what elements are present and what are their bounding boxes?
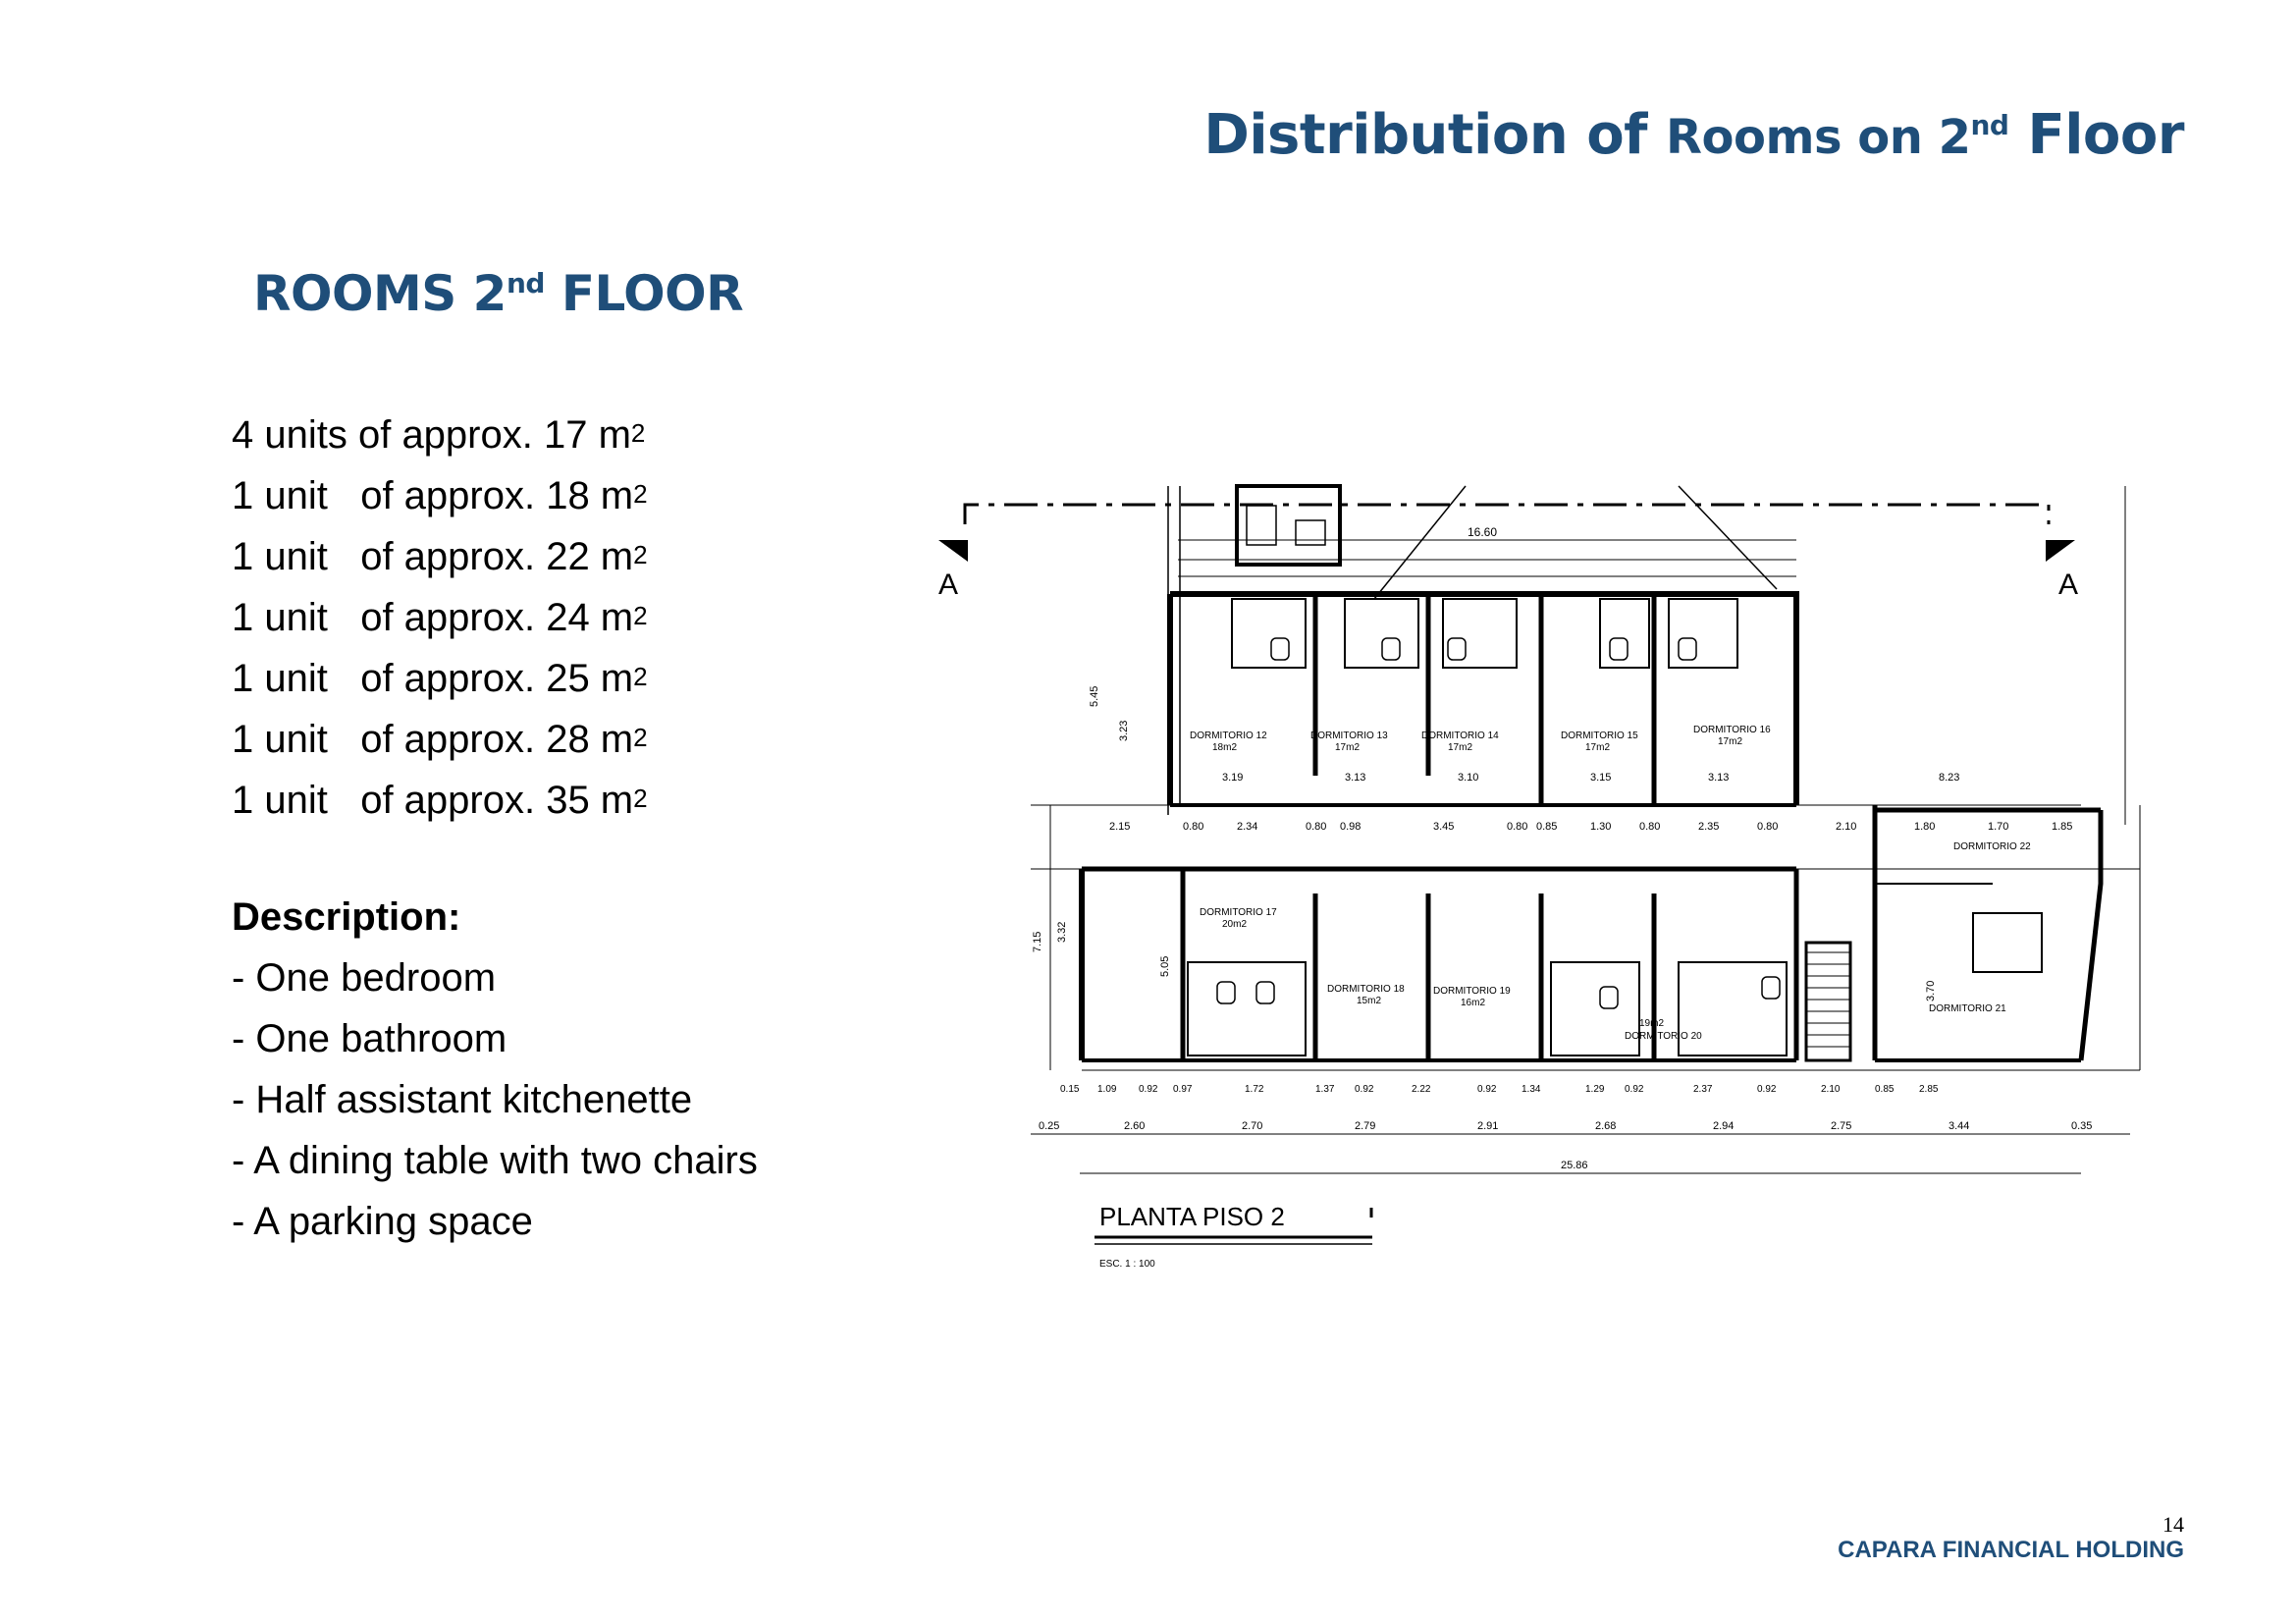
svg-text:0.80: 0.80 — [1183, 821, 1204, 833]
svg-text:3.19: 3.19 — [1222, 772, 1244, 784]
room-label: DORMITORIO 12 — [1190, 731, 1267, 741]
svg-text:1.85: 1.85 — [2052, 821, 2073, 833]
svg-text:2.68: 2.68 — [1595, 1120, 1617, 1132]
room-label: DORMITORIO 16 — [1693, 725, 1771, 735]
svg-text:2.60: 2.60 — [1124, 1120, 1146, 1132]
room-area: 17m2 — [1585, 742, 1611, 753]
room-label: DORMITORIO 14 — [1421, 731, 1499, 741]
svg-text:2.79: 2.79 — [1355, 1120, 1376, 1132]
room-label: DORMITORIO 17 — [1200, 907, 1277, 918]
description — [232, 887, 758, 1252]
room-label: DORMITORIO 18 — [1327, 984, 1405, 995]
room-label: DORMITORIO 20 — [1625, 1031, 1702, 1042]
section-marker-left — [938, 540, 968, 562]
svg-text:3.45: 3.45 — [1433, 821, 1455, 833]
svg-text:0.80: 0.80 — [1507, 821, 1528, 833]
unit-sup: 2 — [633, 784, 648, 813]
svg-text:2.91: 2.91 — [1477, 1120, 1499, 1132]
unit-list — [232, 405, 648, 831]
room-area: 17m2 — [1718, 736, 1743, 747]
unit-text: 4 units of approx. 17 m — [232, 413, 631, 457]
svg-text:2.75: 2.75 — [1831, 1120, 1852, 1132]
room-label: DORMITORIO 15 — [1561, 731, 1638, 741]
svg-text:0.92: 0.92 — [1139, 1084, 1158, 1095]
unit-row — [232, 709, 648, 770]
top-dimension: 16.60 — [1468, 525, 1498, 539]
unit-sup: 2 — [633, 723, 648, 752]
unit-row — [232, 587, 648, 648]
svg-text:8.23: 8.23 — [1939, 772, 1960, 784]
svg-text:0.92: 0.92 — [1625, 1084, 1644, 1095]
svg-text:3.23: 3.23 — [1118, 720, 1130, 741]
svg-text:3.32: 3.32 — [1056, 921, 1068, 943]
svg-text:1.37: 1.37 — [1315, 1084, 1335, 1095]
page-title-part3: Floor — [2027, 103, 2184, 167]
page-title-sup: nd — [1970, 109, 2009, 141]
unit-text: 1 unit of approx. 18 m — [232, 474, 634, 517]
total-dimension: 25.86 — [1561, 1160, 1588, 1171]
description-item: - Half assistant kitchenette — [232, 1078, 693, 1121]
description-item: - One bedroom — [232, 956, 497, 1000]
room-area: 20m2 — [1222, 919, 1248, 930]
unit-sup: 2 — [633, 601, 648, 630]
svg-text:2.15: 2.15 — [1109, 821, 1131, 833]
unit-text: 1 unit of approx. 28 m — [232, 718, 634, 761]
svg-text:0.92: 0.92 — [1757, 1084, 1777, 1095]
svg-text:1.70: 1.70 — [1988, 821, 2009, 833]
upper-block — [1170, 594, 1796, 805]
unit-row — [232, 465, 648, 526]
bottom-dims — [1031, 1120, 2130, 1134]
room-area: 19m2 — [1639, 1018, 1665, 1029]
svg-text:2.70: 2.70 — [1242, 1120, 1263, 1132]
svg-text:5.45: 5.45 — [1089, 685, 1100, 707]
svg-text:1.80: 1.80 — [1914, 821, 1936, 833]
description-heading: Description: — [232, 895, 461, 939]
svg-text:5.05: 5.05 — [1159, 955, 1171, 977]
corridor-dims — [1109, 821, 2072, 833]
svg-text:7.15: 7.15 — [1032, 931, 1043, 952]
unit-row — [232, 526, 648, 587]
svg-text:0.97: 0.97 — [1173, 1084, 1193, 1095]
description-item: - A parking space — [232, 1200, 533, 1243]
room-area: 15m2 — [1357, 996, 1382, 1006]
room-label: DORMITORIO 19 — [1433, 986, 1511, 997]
room-area: 18m2 — [1212, 742, 1238, 753]
svg-text:0.85: 0.85 — [1875, 1084, 1895, 1095]
company-footer: CAPARA FINANCIAL HOLDING — [1838, 1537, 2184, 1563]
upper-room-dims — [1222, 772, 1959, 784]
section-title-sup: nd — [506, 267, 545, 299]
svg-text:2.10: 2.10 — [1836, 821, 1857, 833]
svg-text:0.92: 0.92 — [1355, 1084, 1374, 1095]
description-item: - A dining table with two chairs — [232, 1139, 758, 1182]
section-letter-left: A — [938, 568, 959, 601]
section-title-end: FLOOR — [561, 265, 744, 322]
room-area: 16m2 — [1461, 998, 1486, 1008]
svg-text:1.34: 1.34 — [1522, 1084, 1541, 1095]
svg-text:0.85: 0.85 — [1536, 821, 1558, 833]
svg-text:2.35: 2.35 — [1698, 821, 1720, 833]
section-title — [253, 265, 743, 322]
svg-text:1.09: 1.09 — [1097, 1084, 1117, 1095]
svg-text:1.30: 1.30 — [1590, 821, 1612, 833]
svg-text:3.70: 3.70 — [1925, 980, 1937, 1001]
svg-text:0.80: 0.80 — [1757, 821, 1779, 833]
unit-sup: 2 — [633, 479, 648, 509]
stairs — [1806, 943, 1850, 1060]
svg-text:1.29: 1.29 — [1585, 1084, 1605, 1095]
svg-text:2.85: 2.85 — [1919, 1084, 1939, 1095]
unit-sup: 2 — [633, 540, 648, 569]
floor-plan — [933, 481, 2150, 1286]
svg-text:0.80: 0.80 — [1639, 821, 1661, 833]
svg-text:3.13: 3.13 — [1708, 772, 1730, 784]
svg-text:2.10: 2.10 — [1821, 1084, 1841, 1095]
svg-text:0.35: 0.35 — [2071, 1120, 2093, 1132]
plan-scale: ESC. 1 : 100 — [1099, 1259, 1155, 1270]
page-title-part2: Rooms on 2 — [1666, 110, 1971, 165]
svg-text:2.94: 2.94 — [1713, 1120, 1735, 1132]
unit-row — [232, 405, 648, 465]
page-number: 14 — [2163, 1512, 2184, 1537]
room-area: 17m2 — [1335, 742, 1361, 753]
svg-text:3.10: 3.10 — [1458, 772, 1479, 784]
svg-text:0.92: 0.92 — [1477, 1084, 1497, 1095]
svg-text:3.44: 3.44 — [1949, 1120, 1970, 1132]
page-title — [1203, 103, 2184, 167]
svg-text:3.15: 3.15 — [1590, 772, 1612, 784]
lower-block — [1082, 869, 2140, 1070]
section-title-main: ROOMS 2 — [253, 265, 507, 322]
svg-text:1.72: 1.72 — [1245, 1084, 1264, 1095]
corridor — [1031, 805, 2140, 869]
room-area: 17m2 — [1448, 742, 1473, 753]
svg-text:0.98: 0.98 — [1340, 821, 1362, 833]
svg-text:2.37: 2.37 — [1693, 1084, 1713, 1095]
room-label: DORMITORIO 21 — [1929, 1003, 2006, 1014]
svg-text:2.34: 2.34 — [1237, 821, 1258, 833]
unit-sup: 2 — [630, 418, 646, 448]
description-item: - One bathroom — [232, 1017, 507, 1060]
room-label: DORMITORIO 13 — [1310, 731, 1388, 741]
page-title-part1: Distribution of — [1203, 103, 1648, 167]
room-label: DORMITORIO 22 — [1953, 841, 2031, 852]
lower-room-dims — [1060, 1084, 1939, 1095]
plan-title: PLANTA PISO 2 — [1099, 1202, 1285, 1231]
section-marker-right — [2046, 540, 2075, 562]
unit-text: 1 unit of approx. 24 m — [232, 596, 634, 639]
svg-text:0.80: 0.80 — [1306, 821, 1327, 833]
unit-row — [232, 648, 648, 709]
section-letter-right: A — [2058, 568, 2079, 601]
svg-text:2.22: 2.22 — [1412, 1084, 1431, 1095]
unit-text: 1 unit of approx. 22 m — [232, 535, 634, 578]
unit-sup: 2 — [633, 662, 648, 691]
unit-row — [232, 770, 648, 831]
svg-text:3.13: 3.13 — [1345, 772, 1366, 784]
section-line — [965, 505, 2049, 524]
unit-text: 1 unit of approx. 25 m — [232, 657, 634, 700]
svg-text:0.15: 0.15 — [1060, 1084, 1080, 1095]
unit-text: 1 unit of approx. 35 m — [232, 779, 634, 822]
toilet-icons-upper — [1271, 638, 1696, 660]
svg-text:0.25: 0.25 — [1039, 1120, 1060, 1132]
